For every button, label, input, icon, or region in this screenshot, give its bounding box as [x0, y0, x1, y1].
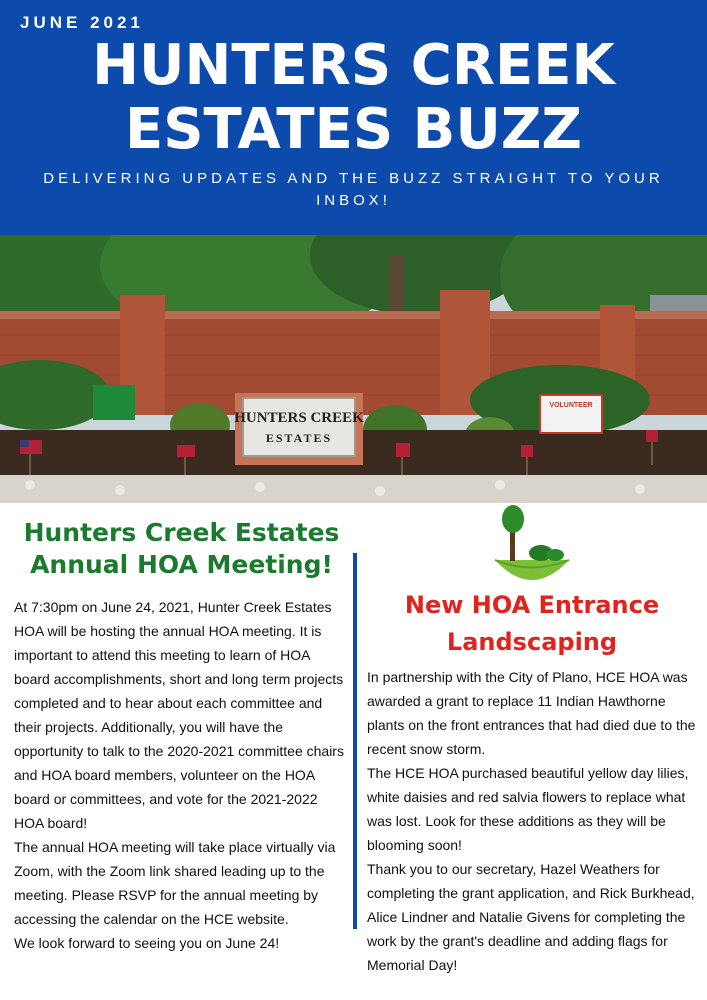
newsletter-title: [0, 34, 707, 162]
sign-text-1: HUNTERS CREEK: [234, 410, 364, 426]
paragraph: In partnership with the City of Plano, HCE HOA was awarded a grant to replace 11 Indian Hawthorne plants on the front entrances that had died due to the recent snow storm.: [367, 669, 696, 757]
landscaping-heading-line-1: New HOA Entrance: [404, 591, 660, 619]
title-line-1: HUNTERS CREEK: [92, 33, 615, 98]
entrance-illustration: [0, 235, 707, 503]
annual-meeting-heading: [14, 517, 349, 581]
annual-meeting-body: [14, 595, 349, 955]
paragraph: We look forward to seeing you on June 24!: [14, 935, 280, 951]
paragraph: Thank you to our secretary, Hazel Weathers for completing the grant application, and Rick Burkhead, Alice Lindner and Natalie Givens for completing the work by the grant's deadline and adding flags for Memorial Day!: [367, 861, 695, 973]
landscaping-article: [367, 505, 697, 977]
tagline: DELIVERING UPDATES AND THE BUZZ STRAIGHT TO YOUR INBOX!: [43, 170, 664, 209]
landscaping-heading: [367, 587, 697, 661]
paragraph: The annual HOA meeting will take place virtually via Zoom, with the Zoom link shared leading up to the meeting. Please RSVP for the annual meeting by accessing the calendar on the HCE website.: [14, 839, 336, 927]
annual-meeting-heading-line-1: Hunters Creek Estates: [23, 518, 340, 547]
column-divider: [353, 553, 357, 929]
annual-meeting-article: [14, 517, 349, 955]
tree-icon: [493, 505, 571, 587]
header-banner: [0, 0, 707, 235]
sign-text-2: ESTATES: [265, 431, 333, 445]
paragraph: The HCE HOA purchased beautiful yellow day lilies, white daisies and red salvia flowers to replace what was lost. Look for these additions as they will be blooming soon!: [367, 765, 689, 853]
landscaping-body: [367, 665, 697, 977]
annual-meeting-heading-line-2: Annual HOA Meeting!: [30, 550, 333, 579]
title-line-2: ESTATES BUZZ: [124, 97, 583, 162]
paragraph: At 7:30pm on June 24, 2021, Hunter Creek Estates HOA will be hosting the annual HOA meeting. It is important to attend this meeting to learn of HOA board accomplishments, short and long term projects completed and to hear about each committee and their projects. Additionally, you will have the opportunity to talk to the 2020-2021 committee chairs and HOA board members, volunteer on the HOA board or committees, and vote for the 2021-2022 HOA board!: [14, 599, 344, 831]
entrance-photo: [0, 235, 707, 503]
issue-date: JUNE 2021: [20, 13, 144, 32]
landscaping-heading-line-2: Landscaping: [446, 628, 618, 656]
volunteer-sign-text: VOLUNTEER: [549, 402, 593, 409]
